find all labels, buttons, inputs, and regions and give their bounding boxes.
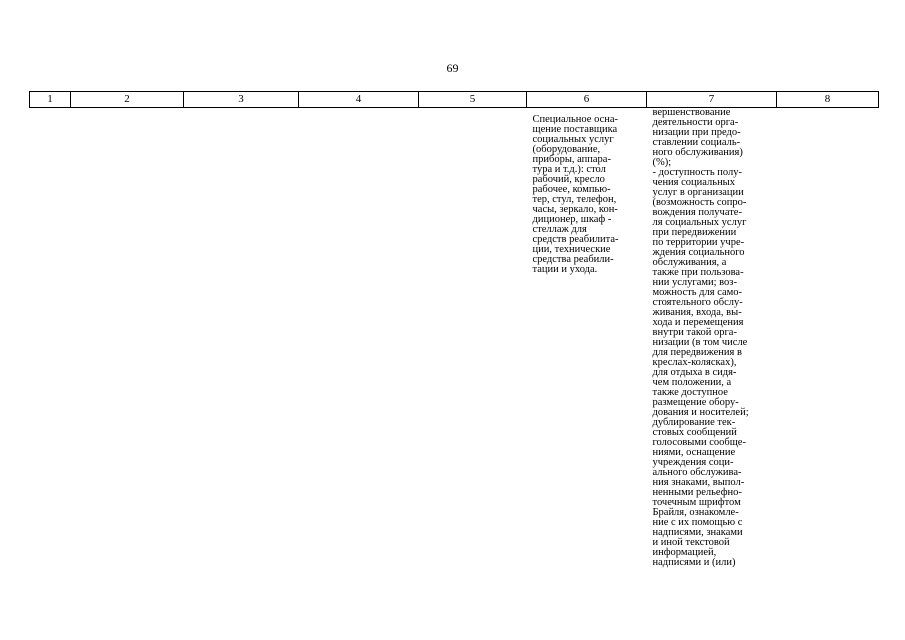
- quality-criteria-text: вершенствование деятельности орга- низации при предо- ставлении социаль- ного обслуживания) (%); - доступность полу- чения социальных услуг в организации (возможность сопро- вождения получате- ля социальных услуг при передвижении по территории учре- ждения социального обслуживания, а также при пользова- нии услугами; воз- можность для само- стоятельного обслу- живания, входа, вы- хода и перемещения внутри такой орга- низации (в том числе для передвижения в креслах-колясках), для отдыха в сидя- чем положении, а также доступное размещение обору- дования и носителей; дублирование тек- стовых сообщений голосовыми сообще- ниями, оснащение учреждения соци- ального обслужива- ния знаками, выпол- ненными рельефно- точечным шрифтом Брайля, ознакомле- ние с их помощью с надписями, знаками и иной текстовой информацией, надписями и (или): [652, 107, 749, 568]
- column-header-7: 7: [647, 92, 777, 108]
- document-table: [29, 91, 879, 568]
- cell-col-8: [777, 108, 879, 569]
- cell-col-5: [419, 108, 527, 569]
- cell-col-7: [647, 108, 777, 569]
- column-header-1: 1: [30, 92, 71, 108]
- table-row: [30, 108, 879, 569]
- cell-col-2: [71, 108, 184, 569]
- column-header-2: 2: [71, 92, 184, 108]
- table-header-row: [30, 92, 879, 108]
- equipment-text: Специальное осна- щение поставщика социальных услуг (оборудование, приборы, аппара- тура и т.д.): стол рабочий, кресло рабочее, компью- тер, стул, телефон, часы, зеркало, кон- диционер, шкаф - стеллаж для средств реабилита- ции, технические средства реабили- тации и ухода.: [532, 114, 619, 275]
- column-header-4: 4: [299, 92, 419, 108]
- cell-col-1: [30, 108, 71, 569]
- column-header-3: 3: [184, 92, 299, 108]
- cell-col-6: [527, 108, 647, 569]
- cell-col-3: [184, 108, 299, 569]
- column-header-8: 8: [777, 92, 879, 108]
- cell-col-4: [299, 108, 419, 569]
- column-header-6: 6: [527, 92, 647, 108]
- column-header-5: 5: [419, 92, 527, 108]
- page-number: 69: [446, 61, 459, 75]
